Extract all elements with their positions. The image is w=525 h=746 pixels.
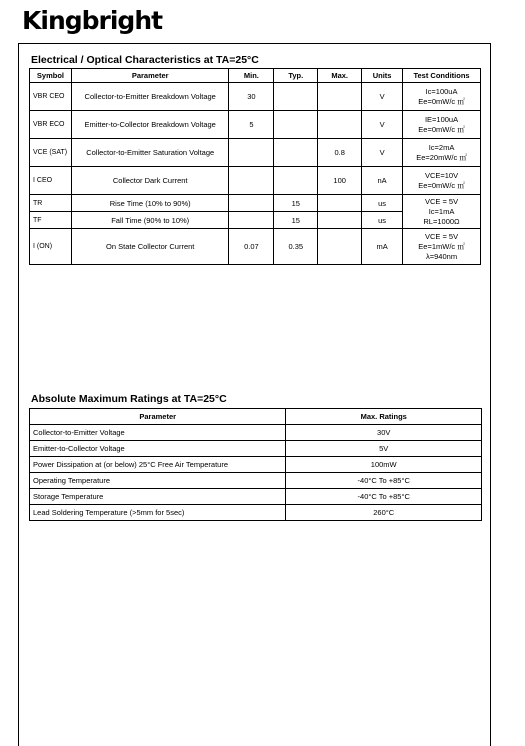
typ-cell xyxy=(274,83,318,111)
rating-cell: 100mW xyxy=(286,457,482,473)
condition-cell: VCE = 5V Ic=1mA RL=1000Ω xyxy=(403,195,481,229)
table-row xyxy=(30,505,482,521)
parameter-cell: Operating Temperature xyxy=(30,473,286,489)
parameter-cell: Collector-to-Emitter Breakdown Voltage xyxy=(71,83,229,111)
table-row xyxy=(30,441,482,457)
parameter-cell: On State Collector Current xyxy=(71,229,229,265)
table-row xyxy=(30,229,481,265)
table-row xyxy=(30,473,482,489)
brand-logo: Kingbright xyxy=(22,6,163,35)
max-cell xyxy=(318,111,362,139)
parameter-cell: Emitter-to-Collector Voltage xyxy=(30,441,286,457)
condition-cell: Ic=100uA Ee=0mW/c ㎡ xyxy=(403,83,481,111)
unit-cell: V xyxy=(362,139,403,167)
table-row xyxy=(30,139,481,167)
unit-cell: us xyxy=(362,195,403,212)
rating-cell: -40°C To +85°C xyxy=(286,473,482,489)
unit-cell: mA xyxy=(362,229,403,265)
parameter-cell: Rise Time (10% to 90%) xyxy=(71,195,229,212)
table-header-row xyxy=(30,69,481,83)
typ-cell xyxy=(274,111,318,139)
table-header-row xyxy=(30,409,482,425)
rating-cell: 5V xyxy=(286,441,482,457)
min-cell: 5 xyxy=(229,111,274,139)
electrical-table xyxy=(29,68,481,265)
max-cell xyxy=(318,83,362,111)
table-row xyxy=(30,457,482,473)
symbol-cell: TR xyxy=(30,195,72,212)
parameter-cell: Fall Time (90% to 10%) xyxy=(71,212,229,229)
col-parameter: Parameter xyxy=(30,409,286,425)
col-parameter: Parameter xyxy=(71,69,229,83)
parameter-cell: Lead Soldering Temperature (>5mm for 5sec) xyxy=(30,505,286,521)
absolute-max-table xyxy=(29,408,482,521)
condition-cell: Ic=2mA Ee=20mW/c ㎡ xyxy=(403,139,481,167)
col-units: Units xyxy=(362,69,403,83)
typ-cell xyxy=(274,139,318,167)
max-cell: 100 xyxy=(318,167,362,195)
parameter-cell: Storage Temperature xyxy=(30,489,286,505)
table-row xyxy=(30,425,482,441)
min-cell xyxy=(229,212,274,229)
min-cell: 30 xyxy=(229,83,274,111)
electrical-title: Electrical / Optical Characteristics at TA=25°C xyxy=(31,54,259,66)
min-cell xyxy=(229,195,274,212)
parameter-cell: Power Dissipation at (or below) 25°C Free Air Temperature xyxy=(30,457,286,473)
condition-cell: VCE = 5V Ee=1mW/c ㎡ λ=940nm xyxy=(403,229,481,265)
col-conditions: Test Conditions xyxy=(403,69,481,83)
unit-cell: V xyxy=(362,111,403,139)
unit-cell: V xyxy=(362,83,403,111)
rating-cell: 30V xyxy=(286,425,482,441)
condition-cell: VCE=10V Ee=0mW/c ㎡ xyxy=(403,167,481,195)
unit-cell: nA xyxy=(362,167,403,195)
symbol-cell: I (ON) xyxy=(30,229,72,265)
absolute-max-title: Absolute Maximum Ratings at TA=25°C xyxy=(31,393,227,405)
table-row xyxy=(30,489,482,505)
parameter-cell: Emitter-to-Collector Breakdown Voltage xyxy=(71,111,229,139)
typ-cell: 15 xyxy=(274,212,318,229)
max-cell xyxy=(318,212,362,229)
unit-cell: us xyxy=(362,212,403,229)
col-min: Min. xyxy=(229,69,274,83)
parameter-cell: Collector Dark Current xyxy=(71,167,229,195)
table-row xyxy=(30,195,481,212)
table-row xyxy=(30,83,481,111)
col-typ: Typ. xyxy=(274,69,318,83)
typ-cell: 0.35 xyxy=(274,229,318,265)
condition-cell: IE=100uA Ee=0mW/c ㎡ xyxy=(403,111,481,139)
col-max: Max. xyxy=(318,69,362,83)
col-max-ratings: Max. Ratings xyxy=(286,409,482,425)
table-row xyxy=(30,111,481,139)
col-symbol: Symbol xyxy=(30,69,72,83)
min-cell xyxy=(229,167,274,195)
max-cell: 0.8 xyxy=(318,139,362,167)
rating-cell: -40°C To +85°C xyxy=(286,489,482,505)
max-cell xyxy=(318,195,362,212)
symbol-cell: VBR CEO xyxy=(30,83,72,111)
typ-cell xyxy=(274,167,318,195)
symbol-cell: VBR ECO xyxy=(30,111,72,139)
min-cell: 0.07 xyxy=(229,229,274,265)
symbol-cell: TF xyxy=(30,212,72,229)
min-cell xyxy=(229,139,274,167)
table-row xyxy=(30,167,481,195)
symbol-cell: VCE (SAT) xyxy=(30,139,72,167)
parameter-cell: Collector-to-Emitter Saturation Voltage xyxy=(71,139,229,167)
symbol-cell: I CEO xyxy=(30,167,72,195)
max-cell xyxy=(318,229,362,265)
rating-cell: 260°C xyxy=(286,505,482,521)
typ-cell: 15 xyxy=(274,195,318,212)
parameter-cell: Collector-to-Emitter Voltage xyxy=(30,425,286,441)
